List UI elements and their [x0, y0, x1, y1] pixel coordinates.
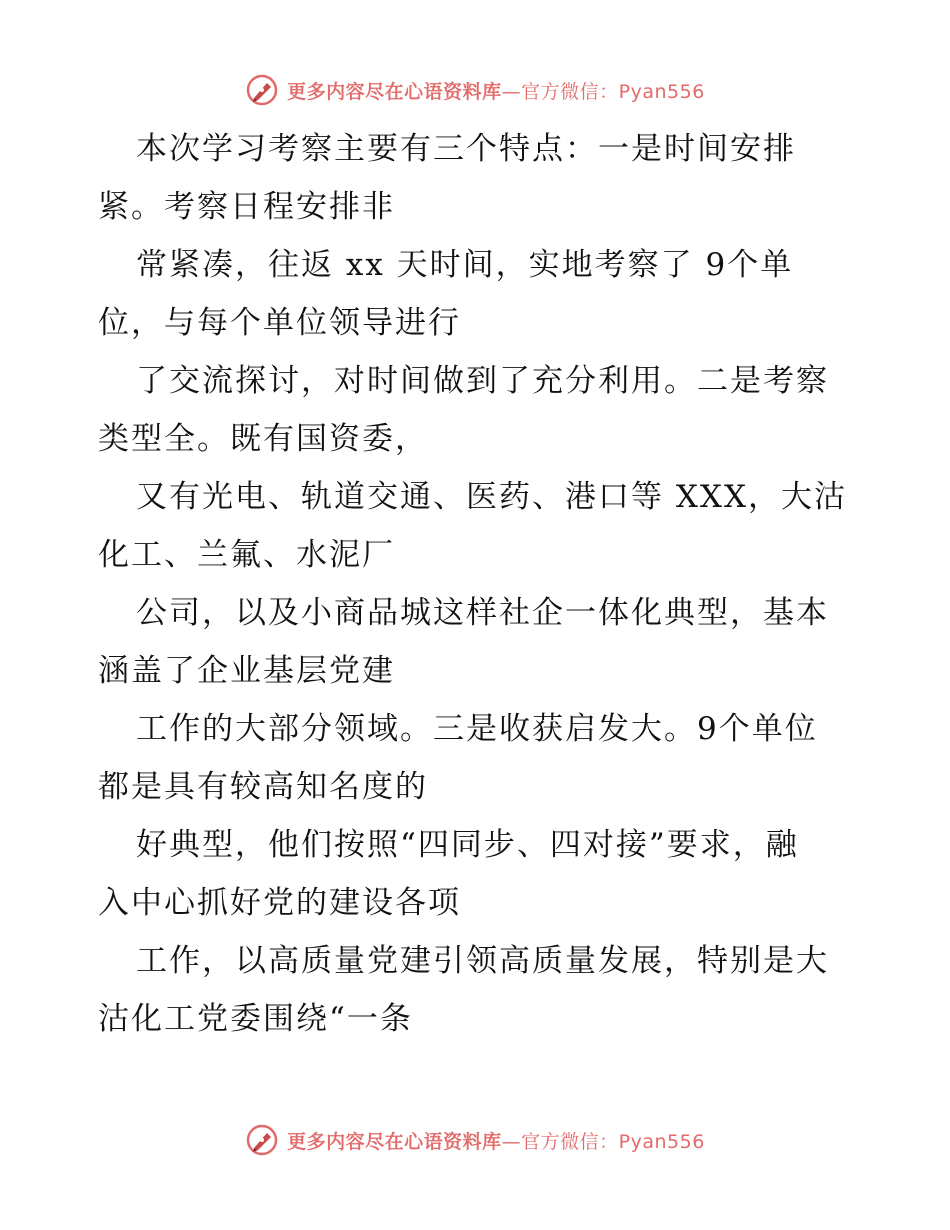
footer-banner — [0, 1120, 950, 1160]
text-line: 紧。考察日程安排非 — [98, 189, 395, 225]
text-line: 入中心抓好党的建设各项 — [98, 885, 461, 921]
header-banner — [0, 70, 950, 110]
text-line: 沽化工党委围绕“一条 — [98, 1001, 413, 1037]
footer-banner-sub: 官方微信：Pyan556 — [521, 1130, 705, 1153]
text-line: 公司，以及小商品城这样社企一体化典型，基本 — [136, 595, 829, 631]
footer-banner-main: 更多内容尽在心语资料库 — [287, 1130, 502, 1153]
text-line: 涵盖了企业基层党建 — [98, 653, 395, 689]
header-banner-main: 更多内容尽在心语资料库 — [287, 80, 502, 103]
text-line: 了交流探讨，对时间做到了充分利用。二是考察 — [136, 363, 829, 399]
text-line: 常紧凑，往返 xx 天时间，实地考察了 9个单 — [136, 247, 794, 283]
text-line: 工作，以高质量党建引领高质量发展，特别是大 — [136, 943, 829, 979]
text-line: 类型全。既有国资委， — [98, 421, 428, 457]
pen-nib-logo-icon — [245, 1123, 279, 1157]
text-line: 好典型，他们按照“四同步、四对接”要求，融 — [136, 827, 799, 863]
header-banner-dash: — — [501, 80, 522, 103]
text-line: 工作的大部分领域。三是收获启发大。9个单位 — [136, 711, 818, 747]
text-line: 本次学习考察主要有三个特点：一是时间安排 — [136, 131, 796, 167]
body-text — [98, 120, 858, 1048]
header-banner-sub: 官方微信：Pyan556 — [521, 80, 705, 103]
pen-nib-logo-icon — [245, 73, 279, 107]
text-line: 位，与每个单位领导进行 — [98, 305, 461, 341]
text-line: 又有光电、轨道交通、医药、港口等 XXX，大沽 — [136, 479, 848, 515]
text-line: 化工、兰氟、水泥厂 — [98, 537, 395, 573]
text-line: 都是具有较高知名度的 — [98, 769, 428, 805]
footer-banner-dash: — — [501, 1130, 522, 1153]
